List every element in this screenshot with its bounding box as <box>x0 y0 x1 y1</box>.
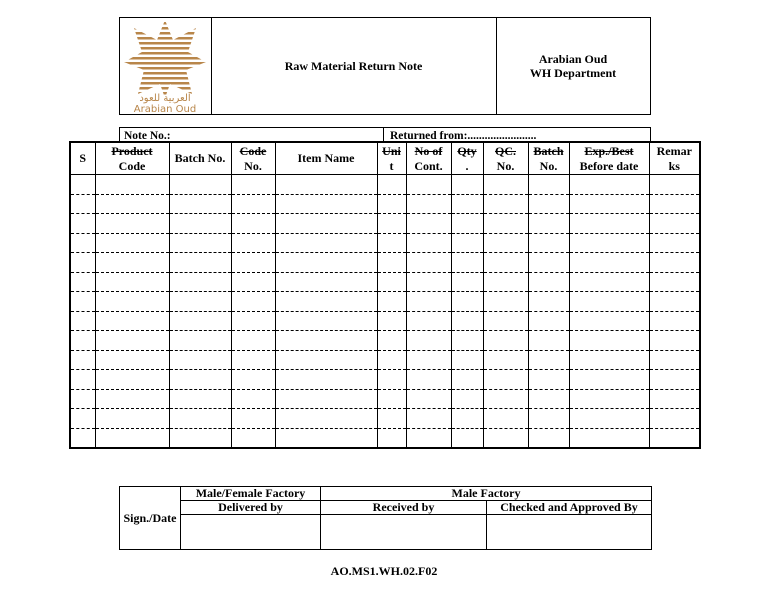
table-cell[interactable] <box>451 214 483 234</box>
column-header-unit: Uni t <box>377 142 406 175</box>
table-cell[interactable] <box>569 370 649 390</box>
table-cell[interactable] <box>569 350 649 370</box>
table-row <box>70 311 700 331</box>
table-cell[interactable] <box>649 331 700 351</box>
table-cell[interactable] <box>275 292 377 312</box>
table-cell[interactable] <box>275 311 377 331</box>
table-cell[interactable] <box>70 370 95 390</box>
table-cell[interactable] <box>377 292 406 312</box>
table-cell[interactable] <box>275 389 377 409</box>
table-cell[interactable] <box>569 272 649 292</box>
table-cell[interactable] <box>169 175 231 195</box>
table-cell[interactable] <box>231 409 275 429</box>
table-cell[interactable] <box>649 272 700 292</box>
table-cell[interactable] <box>275 214 377 234</box>
table-cell[interactable] <box>275 370 377 390</box>
table-cell[interactable] <box>70 331 95 351</box>
table-cell[interactable] <box>169 253 231 273</box>
table-cell[interactable] <box>649 194 700 214</box>
table-cell[interactable] <box>569 233 649 253</box>
table-cell[interactable] <box>483 253 528 273</box>
table-cell[interactable] <box>169 428 231 448</box>
table-cell[interactable] <box>528 292 569 312</box>
table-cell[interactable] <box>377 233 406 253</box>
table-cell[interactable] <box>406 175 451 195</box>
table-cell[interactable] <box>70 292 95 312</box>
table-cell[interactable] <box>483 272 528 292</box>
column-header-qty: Qty . <box>451 142 483 175</box>
table-cell[interactable] <box>528 350 569 370</box>
table-cell[interactable] <box>406 253 451 273</box>
table-cell[interactable] <box>528 428 569 448</box>
column-header-batch-no: Batch No. <box>169 142 231 175</box>
table-cell[interactable] <box>169 233 231 253</box>
table-cell[interactable] <box>377 409 406 429</box>
table-row <box>70 428 700 448</box>
table-cell[interactable] <box>169 311 231 331</box>
table-cell[interactable] <box>451 389 483 409</box>
table-cell[interactable] <box>649 389 700 409</box>
column-header-qc-no: QC. No. <box>483 142 528 175</box>
table-cell[interactable] <box>451 409 483 429</box>
table-cell[interactable] <box>275 331 377 351</box>
table-cell[interactable] <box>451 311 483 331</box>
table-cell[interactable] <box>483 428 528 448</box>
table-cell[interactable] <box>231 428 275 448</box>
table-cell[interactable] <box>231 253 275 273</box>
table-cell[interactable] <box>451 175 483 195</box>
table-cell[interactable] <box>377 194 406 214</box>
checked-approved-by-label: Checked and Approved By <box>487 501 652 515</box>
table-cell[interactable] <box>528 311 569 331</box>
svg-text:Arabian Oud: Arabian Oud <box>133 104 197 114</box>
signature-table <box>119 486 652 550</box>
table-cell[interactable] <box>406 409 451 429</box>
table-cell[interactable] <box>70 428 95 448</box>
column-header-product-code: Product Code <box>95 142 169 175</box>
table-cell[interactable] <box>528 389 569 409</box>
table-cell[interactable] <box>483 370 528 390</box>
table-cell[interactable] <box>483 194 528 214</box>
table-cell[interactable] <box>406 214 451 234</box>
table-cell[interactable] <box>649 409 700 429</box>
table-row <box>70 175 700 195</box>
table-row <box>70 253 700 273</box>
table-cell[interactable] <box>649 311 700 331</box>
table-cell[interactable] <box>95 175 169 195</box>
table-cell[interactable] <box>70 194 95 214</box>
received-by-label: Received by <box>321 501 487 515</box>
table-row <box>70 214 700 234</box>
table-cell[interactable] <box>451 350 483 370</box>
table-cell[interactable] <box>406 194 451 214</box>
table-cell[interactable] <box>231 389 275 409</box>
table-cell[interactable] <box>451 253 483 273</box>
table-cell[interactable] <box>231 233 275 253</box>
table-cell[interactable] <box>169 350 231 370</box>
table-cell[interactable] <box>95 350 169 370</box>
table-row <box>70 350 700 370</box>
table-cell[interactable] <box>231 214 275 234</box>
logo-cell <box>120 18 212 114</box>
table-cell[interactable] <box>70 409 95 429</box>
table-cell[interactable] <box>451 370 483 390</box>
table-row <box>70 233 700 253</box>
table-cell[interactable] <box>528 233 569 253</box>
table-cell[interactable] <box>483 292 528 312</box>
table-cell[interactable] <box>95 292 169 312</box>
table-cell[interactable] <box>275 233 377 253</box>
table-cell[interactable] <box>451 331 483 351</box>
table-cell[interactable] <box>169 272 231 292</box>
table-cell[interactable] <box>231 370 275 390</box>
table-cell[interactable] <box>275 194 377 214</box>
table-row <box>70 194 700 214</box>
table-cell[interactable] <box>377 428 406 448</box>
table-cell[interactable] <box>70 389 95 409</box>
table-cell[interactable] <box>70 214 95 234</box>
table-cell[interactable] <box>95 428 169 448</box>
return-items-table <box>69 141 701 449</box>
column-header-remarks: Remar ks <box>649 142 700 175</box>
table-cell[interactable] <box>70 350 95 370</box>
sign-date-label: Sign./Date <box>120 487 181 550</box>
table-cell[interactable] <box>169 292 231 312</box>
table-cell[interactable] <box>95 233 169 253</box>
table-cell[interactable] <box>528 370 569 390</box>
table-cell[interactable] <box>377 175 406 195</box>
table-cell[interactable] <box>231 331 275 351</box>
table-cell[interactable] <box>95 331 169 351</box>
note-row-divider <box>383 128 384 142</box>
table-cell[interactable] <box>569 428 649 448</box>
table-cell[interactable] <box>377 272 406 292</box>
table-cell[interactable] <box>528 272 569 292</box>
table-cell[interactable] <box>649 428 700 448</box>
table-cell[interactable] <box>231 311 275 331</box>
table-cell[interactable] <box>231 272 275 292</box>
table-cell[interactable] <box>569 214 649 234</box>
table-cell[interactable] <box>377 311 406 331</box>
table-cell[interactable] <box>70 233 95 253</box>
male-factory-label: Male Factory <box>321 487 652 501</box>
table-cell[interactable] <box>377 214 406 234</box>
table-cell[interactable] <box>406 311 451 331</box>
table-cell[interactable] <box>377 350 406 370</box>
table-row <box>70 292 700 312</box>
table-row <box>70 370 700 390</box>
table-cell[interactable] <box>95 370 169 390</box>
table-cell[interactable] <box>483 214 528 234</box>
table-cell[interactable] <box>483 233 528 253</box>
company-name: Arabian Oud <box>538 52 608 66</box>
svg-text:العربية للعود: العربية للعود <box>139 93 191 104</box>
table-cell[interactable] <box>169 214 231 234</box>
table-cell[interactable] <box>483 409 528 429</box>
table-cell[interactable] <box>70 253 95 273</box>
table-cell[interactable] <box>528 175 569 195</box>
table-cell[interactable] <box>377 331 406 351</box>
delivered-by-signature-field[interactable] <box>181 515 321 550</box>
table-row <box>70 272 700 292</box>
table-cell[interactable] <box>377 370 406 390</box>
note-number-label: Note No.: <box>124 130 171 142</box>
table-cell[interactable] <box>275 409 377 429</box>
table-cell[interactable] <box>406 389 451 409</box>
table-cell[interactable] <box>95 253 169 273</box>
table-cell[interactable] <box>95 389 169 409</box>
company-department <box>496 18 650 114</box>
table-cell[interactable] <box>275 428 377 448</box>
table-cell[interactable] <box>569 194 649 214</box>
table-cell[interactable] <box>569 311 649 331</box>
delivered-by-label: Delivered by <box>181 501 321 515</box>
table-cell[interactable] <box>169 389 231 409</box>
table-cell[interactable] <box>451 292 483 312</box>
table-cell[interactable] <box>169 409 231 429</box>
table-cell[interactable] <box>483 175 528 195</box>
table-cell[interactable] <box>483 331 528 351</box>
department-name: WH Department <box>529 66 617 80</box>
table-cell[interactable] <box>70 272 95 292</box>
table-cell[interactable] <box>377 389 406 409</box>
table-cell[interactable] <box>528 409 569 429</box>
table-cell[interactable] <box>483 389 528 409</box>
table-cell[interactable] <box>95 409 169 429</box>
column-header-item-name: Item Name <box>275 142 377 175</box>
table-cell[interactable] <box>231 292 275 312</box>
table-cell[interactable] <box>649 350 700 370</box>
table-cell[interactable] <box>406 370 451 390</box>
table-cell[interactable] <box>231 175 275 195</box>
received-by-signature-field[interactable] <box>321 515 487 550</box>
table-cell[interactable] <box>95 214 169 234</box>
table-cell[interactable] <box>649 233 700 253</box>
table-cell[interactable] <box>528 253 569 273</box>
table-cell[interactable] <box>451 272 483 292</box>
table-cell[interactable] <box>406 233 451 253</box>
table-cell[interactable] <box>275 253 377 273</box>
table-cell[interactable] <box>569 389 649 409</box>
table-cell[interactable] <box>649 175 700 195</box>
column-header-qc-batch-no: Batch No. <box>528 142 569 175</box>
table-cell[interactable] <box>95 194 169 214</box>
table-cell[interactable] <box>169 370 231 390</box>
table-cell[interactable] <box>649 370 700 390</box>
table-cell[interactable] <box>451 194 483 214</box>
table-cell[interactable] <box>406 272 451 292</box>
table-header-row <box>70 142 700 175</box>
table-cell[interactable] <box>451 428 483 448</box>
table-cell[interactable] <box>483 311 528 331</box>
male-female-factory-label: Male/Female Factory <box>181 487 321 501</box>
checked-approved-signature-field[interactable] <box>487 515 652 550</box>
table-cell[interactable] <box>528 214 569 234</box>
table-cell[interactable] <box>569 331 649 351</box>
table-cell[interactable] <box>70 311 95 331</box>
column-header-code-no: Code No. <box>231 142 275 175</box>
table-cell[interactable] <box>649 292 700 312</box>
table-cell[interactable] <box>231 194 275 214</box>
table-cell[interactable] <box>649 253 700 273</box>
table-cell[interactable] <box>275 272 377 292</box>
table-cell[interactable] <box>406 350 451 370</box>
table-body <box>70 175 700 449</box>
table-cell[interactable] <box>231 350 275 370</box>
table-cell[interactable] <box>275 350 377 370</box>
returned-from-label: Returned from:........................ <box>390 130 537 142</box>
table-cell[interactable] <box>95 311 169 331</box>
table-cell[interactable] <box>569 253 649 273</box>
table-cell[interactable] <box>406 428 451 448</box>
table-cell[interactable] <box>275 175 377 195</box>
table-cell[interactable] <box>406 292 451 312</box>
table-cell[interactable] <box>569 175 649 195</box>
column-header-no-of-cont: No of Cont. <box>406 142 451 175</box>
document-title: Raw Material Return Note <box>211 18 497 114</box>
table-row <box>70 331 700 351</box>
table-row <box>70 409 700 429</box>
arabian-oud-logo-icon <box>120 18 210 114</box>
document-header <box>119 17 651 115</box>
table-cell[interactable] <box>451 233 483 253</box>
table-row <box>70 389 700 409</box>
table-cell[interactable] <box>70 175 95 195</box>
table-cell[interactable] <box>569 409 649 429</box>
table-cell[interactable] <box>95 272 169 292</box>
table-cell[interactable] <box>528 331 569 351</box>
column-header-serial: S <box>70 142 95 175</box>
table-cell[interactable] <box>377 253 406 273</box>
table-cell[interactable] <box>649 214 700 234</box>
table-cell[interactable] <box>169 194 231 214</box>
table-cell[interactable] <box>569 292 649 312</box>
table-cell[interactable] <box>406 331 451 351</box>
table-cell[interactable] <box>528 194 569 214</box>
form-code: AO.MS1.WH.02.F02 <box>330 564 438 578</box>
table-cell[interactable] <box>169 331 231 351</box>
column-header-expiry-date: Exp./Best Before date <box>569 142 649 175</box>
table-cell[interactable] <box>483 350 528 370</box>
